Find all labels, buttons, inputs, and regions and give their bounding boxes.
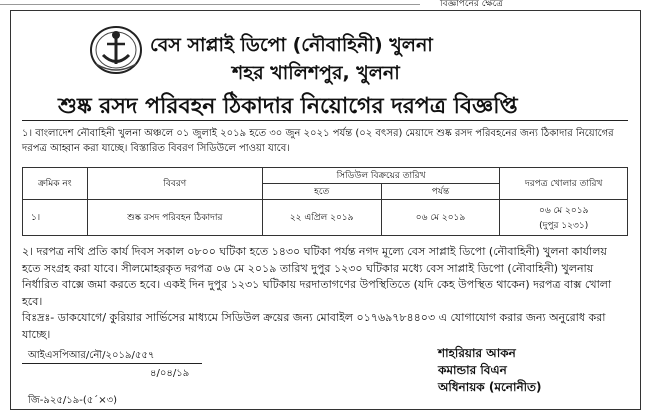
row-opening-time: (দুপুর ১২৩১)	[539, 220, 589, 231]
navy-emblem-icon	[88, 24, 144, 76]
row-serial: ১।	[23, 200, 88, 236]
schedule-table	[22, 167, 628, 236]
office-name: বেস সাপ্লাই ডিপো (নৌবাহিনী) খুলনা	[150, 34, 433, 56]
header-from: হতে	[262, 184, 381, 200]
title-divider	[22, 120, 628, 121]
header-description: বিবরণ	[87, 168, 262, 200]
signatory-rank: কমান্ডার বিএন	[438, 363, 507, 377]
submission-paragraph: ২। দরপত্র নথি প্রতি কার্য দিবস সকাল ০৮০০ ঘটিকা হতে ১৪৩০ ঘটিকা পর্যন্ত নগদ মূল্যে বেস সাপ্লাই ডিপো (নৌবাহিনী) খুলনা কার্যালয় হতে সংগ্রহ করা যাবে। সীলমোহরকৃত দরপত্র ০৬ মে ২০১৯ তারিখ দুপুর ১২৩০ ঘটিকার মধ্যে বেস সাপ্লাই ডিপো (নৌবাহিনী) খুলনায় নির্ধারিত বাক্সে জমা করতে হবে। একই দিন দুপুর ১২৩১ ঘটিকায় দরদাতাগণের উপস্থিতিতে (যদি কেহ উপস্থিত থাকেন) দরপত্র বাক্স খোলা হবে।	[22, 245, 612, 308]
office-location: শহর খালিশপুর, খুলনা	[232, 62, 400, 84]
row-opening-date-cell	[500, 200, 628, 236]
row-from-date: ২২ এপ্রিল ২০১৯	[262, 200, 381, 236]
table-row	[23, 200, 628, 236]
header-serial: ক্রমিক নং	[23, 168, 88, 200]
header-opening-date: দরপত্র খোলার তারিখ	[500, 168, 628, 200]
row-description: শুষ্ক রসদ পরিবহন ঠিকাদার	[87, 200, 262, 236]
reference-date: ৪/০৪/১৯	[150, 368, 190, 379]
contact-notice: বিঃদ্রঃ- ডাকযোগে/ কুরিয়ার সার্ভিসের মাধ্যমে সিডিউল ক্রয়ের জন্য মোবাইল ০১৭৬৯৭৮৪৪০৩ এ যোগাযোগ করার জন্য অনুরোধ করা যাচ্ছে।	[22, 311, 606, 341]
signatory-name: শাহরিয়ার আকন	[438, 346, 516, 360]
top-divider	[0, 4, 420, 5]
signatory-title: অধিনায়ক (মনোনীত)	[438, 380, 542, 394]
header-to: পর্যন্ত	[381, 184, 500, 200]
intro-paragraph: ১। বাংলাদেশ নৌবাহিনী খুলনা অঞ্চলে ০১ জুলাই ২০১৯ হতে ৩০ জুন ২০২১ পর্যন্ত (০২ বৎসর) মেয়াদে শুষ্ক রসদ পরিবহনের জন্য ঠিকাদার নিয়োগের দরপত্র আহ্বান করা যাচ্ছে। বিস্তারিত বিবরণ সিডিউলে পাওয়া যাবে।	[22, 128, 614, 154]
top-strip	[0, 0, 651, 8]
row-to-date: ০৬ মে ২০১৯	[381, 200, 500, 236]
details-block	[22, 244, 628, 343]
reference-underline	[22, 363, 202, 364]
gd-code: জি-৯২৫/১৯-(৫´×৩)	[28, 395, 118, 406]
row-opening-date: ০৬ মে ২০১৯	[538, 205, 589, 216]
signature-block	[438, 345, 542, 396]
reference-number: আইএসপিআর/নৌ/২০১৯/৫৫৭	[28, 350, 155, 361]
top-strip-text: বিজ্ঞাপনের ক্ষেত্রে	[440, 0, 503, 9]
notice-title: শুষ্ক রসদ পরিবহন ঠিকাদার নিয়োগের দরপত্র বিজ্ঞপ্তি	[58, 94, 518, 119]
header-schedule-sale-date: সিডিউল বিক্রয়ের তারিখ	[262, 168, 500, 184]
